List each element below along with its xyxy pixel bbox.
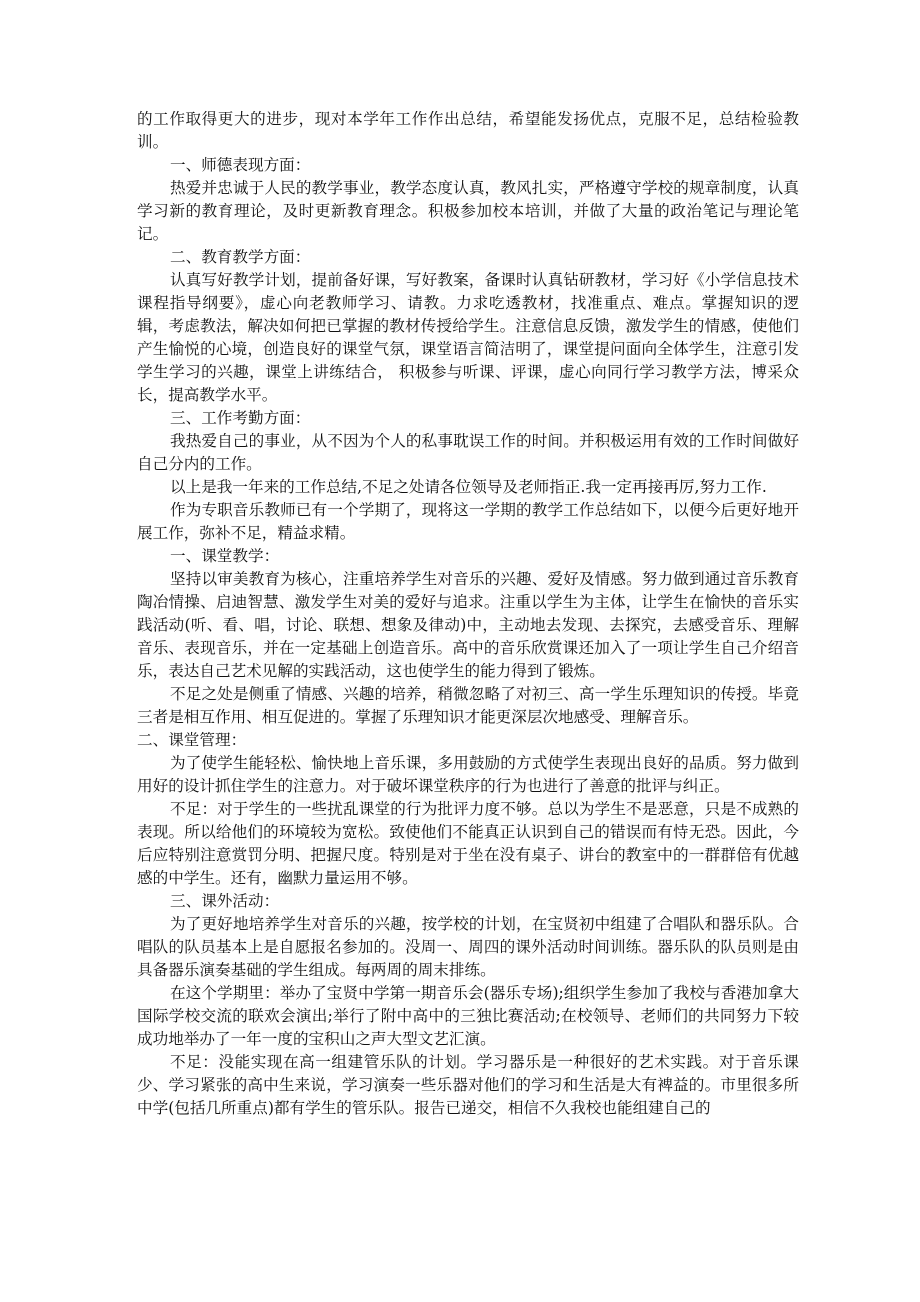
paragraph: 坚持以审美教育为核心，注重培养学生对音乐的兴趣、爱好及情感。努力做到通过音乐教育陶冶情操、启迪智慧、激发学生对美的爱好与追求。注重以学生为主体，让学生在愉快的音乐实践活动(听、看、唱，讨论、联想、想象及律动)中，主动地去发现、去探究，去感受音乐、理解音乐、表现音乐，并在一定基础上创造音乐。高中的音乐欣赏课还加入了一项让学生自己介绍音乐，表达自己艺术见解的实践活动，这也使学生的能力得到了锻炼。 bbox=[137, 570, 799, 680]
document-body bbox=[137, 108, 799, 1120]
paragraph: 热爱并忠诚于人民的教学事业，教学态度认真，教风扎实，严格遵守学校的规章制度，认真学习新的教育理论，及时更新教育理念。积极参加校本培训，并做了大量的政治笔记与理论笔记。 bbox=[137, 179, 799, 243]
paragraph: 为了使学生能轻松、愉快地上音乐课，多用鼓励的方式使学生表现出良好的品质。努力做到用好的设计抓住学生的注意力。对于破坏课堂秩序的行为也进行了善意的批评与纠正。 bbox=[137, 754, 799, 795]
paragraph: 二、课堂管理： bbox=[137, 731, 247, 749]
paragraph: 以上是我一年来的工作总结,不足之处请各位领导及老师指正.我一定再接再厉,努力工作. bbox=[170, 478, 767, 496]
paragraph: 在这个学期里：举办了宝贤中学第一期音乐会(器乐专场);组织学生参加了我校与香港加拿大国际学校交流的联欢会演出;举行了附中高中的三独比赛活动;在校领导、老师们的共同努力下较成功地举办了一年一度的宝积山之声大型文艺汇演。 bbox=[137, 984, 799, 1048]
paragraph: 的工作取得更大的进步，现对本学年工作作出总结，希望能发扬优点，克服不足，总结检验教训。 bbox=[137, 110, 799, 151]
paragraph: 认真写好教学计划，提前备好课，写好教案，备课时认真钻研教材，学习好《小学信息技术课程指导纲要》，虚心向老教师学习、请教。力求吃透教材，找准重点、难点。掌握知识的逻辑，考虑教法，解决如何把已掌握的教材传授给学生。注意信息反馈，激发学生的情感，使他们产生愉悦的心境，创造良好的课堂气氛，课堂语言简洁明了，课堂提问面向全体学生，注意引发学生学习的兴趣，课堂上讲练结合， 积极参与听课、评课，虚心向同行学习教学方法，博采众长，提高教学水平。 bbox=[137, 271, 799, 404]
paragraph: 一、师德表现方面： bbox=[170, 156, 311, 174]
paragraph: 二、教育教学方面： bbox=[170, 248, 311, 266]
paragraph: 为了更好地培养学生对音乐的兴趣，按学校的计划，在宝贤初中组建了合唱队和器乐队。合唱队的队员基本上是自愿报名参加的。没周一、周四的课外活动时间训练。器乐队的队员则是由具备器乐演奏基础的学生组成。每两周的周末排练。 bbox=[137, 915, 799, 979]
paragraph: 三、工作考勤方面： bbox=[170, 409, 311, 427]
paragraph: 作为专职音乐教师已有一个学期了，现将这一学期的教学工作总结如下，以便今后更好地开展工作，弥补不足，精益求精。 bbox=[137, 501, 799, 542]
paragraph: 三、课外活动： bbox=[170, 892, 280, 910]
paragraph: 不足：对于学生的一些扰乱课堂的行为批评力度不够。总以为学生不是恶意，只是不成熟的表现。所以给他们的环境较为宽松。致使他们不能真正认识到自己的错误而有恃无恐。因此，今后应特别注意赏罚分明、把握尺度。特别是对于坐在没有桌子、讲台的教室中的一群群倍有优越感的中学生。还有，幽默力量运用不够。 bbox=[137, 800, 799, 887]
paragraph: 不足之处是侧重了情感、兴趣的培养，稍微忽略了对初三、高一学生乐理知识的传授。毕竟三者是相互作用、相互促进的。掌握了乐理知识才能更深层次地感受、理解音乐。 bbox=[137, 685, 799, 726]
paragraph: 我热爱自己的事业，从不因为个人的私事耽误工作的时间。并积极运用有效的工作时间做好自己分内的工作。 bbox=[137, 432, 799, 473]
paragraph: 不足：没能实现在高一组建管乐队的计划。学习器乐是一种很好的艺术实践。对于音乐课少、学习紧张的高中生来说，学习演奏一些乐器对他们的学习和生活是大有裨益的。市里很多所中学(包括几所重点)都有学生的管乐队。报告已递交，相信不久我校也能组建自己的 bbox=[137, 1053, 799, 1117]
paragraph: 一、课堂教学： bbox=[170, 547, 280, 565]
